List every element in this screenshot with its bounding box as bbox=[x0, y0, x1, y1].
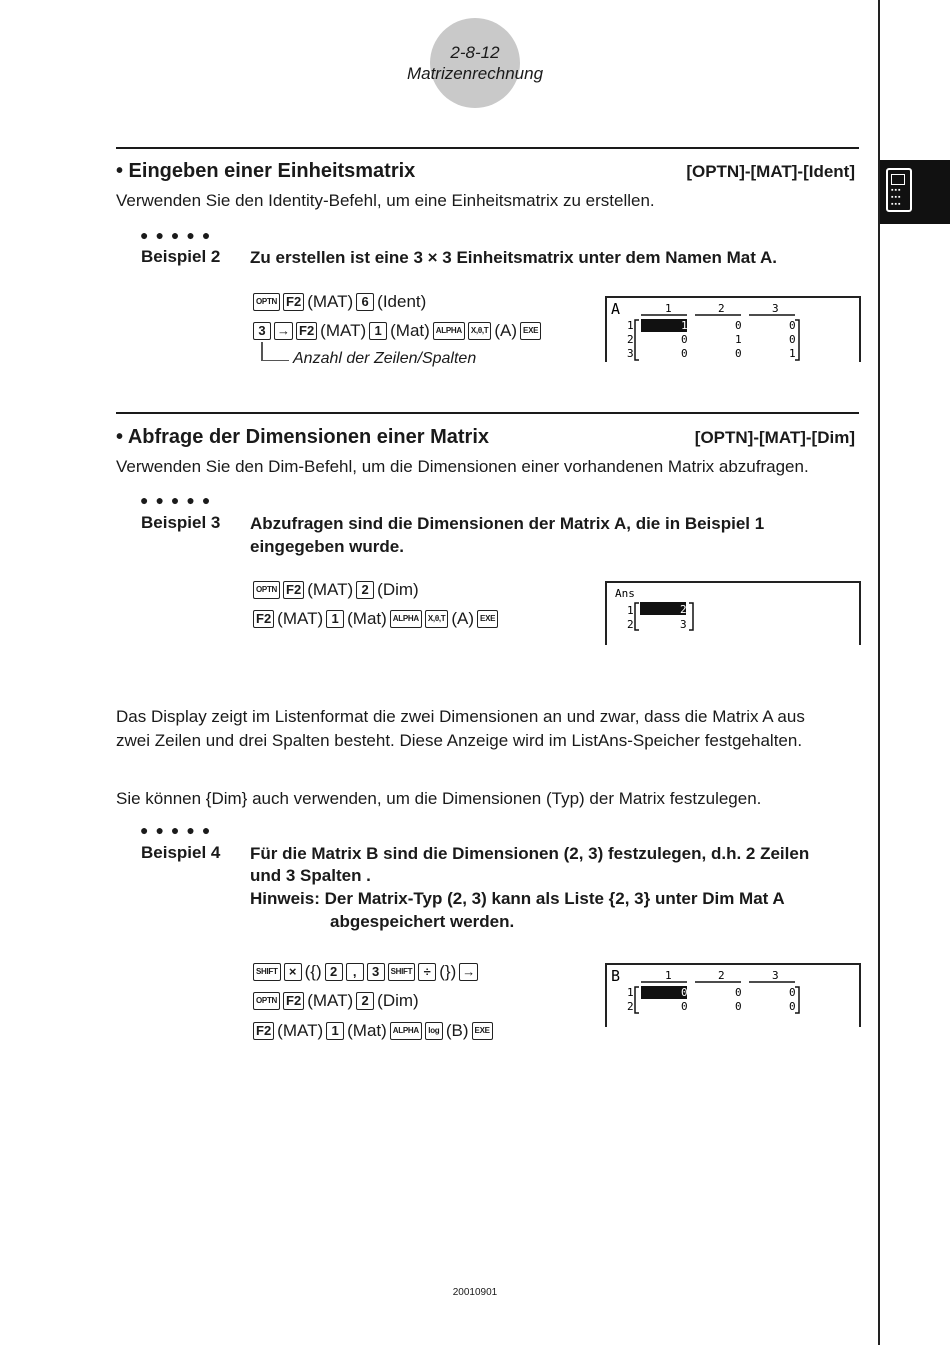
key-3: 3 bbox=[367, 963, 385, 981]
key-f2: F2 bbox=[253, 1022, 274, 1040]
key-sequence bbox=[253, 991, 419, 1011]
key-divide: ÷ bbox=[418, 963, 436, 981]
section-title: • Eingeben einer Einheitsmatrix bbox=[116, 160, 416, 182]
list-value: 2 bbox=[680, 603, 687, 616]
key-label: (Mat) bbox=[347, 609, 387, 628]
matrix-cell: 0 bbox=[789, 333, 796, 346]
hint-text: Hinweis: Der Matrix-Typ (2, 3) kann als Liste {2, 3} unter Dim Mat A bbox=[250, 889, 785, 908]
key-exe: EXE bbox=[477, 610, 498, 628]
row-header: 1 bbox=[627, 986, 634, 999]
calculator-screen bbox=[605, 581, 861, 645]
key-f2: F2 bbox=[283, 293, 304, 311]
key-label: (Dim) bbox=[377, 991, 419, 1010]
matrix-cell: 0 bbox=[681, 347, 688, 360]
section-command: [OPTN]-[MAT]-[Ident] bbox=[686, 162, 855, 181]
key-2: 2 bbox=[356, 992, 374, 1010]
section-description: Verwenden Sie den Dim-Befehl, um die Dimensionen einer vorhandenen Matrix abzufragen. bbox=[116, 457, 809, 476]
example-text: und 3 Spalten . bbox=[250, 866, 371, 885]
col-header: 3 bbox=[772, 302, 779, 315]
matrix-cell: 1 bbox=[789, 347, 796, 360]
key-label: (Ident) bbox=[377, 292, 427, 311]
key-arrow: → bbox=[459, 963, 478, 981]
key-sequence bbox=[253, 1021, 493, 1041]
example-dots: ●●●●● bbox=[140, 492, 218, 508]
key-optn: OPTN bbox=[253, 293, 280, 311]
key-f2: F2 bbox=[283, 581, 304, 599]
key-alpha: ALPHA bbox=[390, 610, 422, 628]
key-label: (A) bbox=[451, 609, 475, 628]
paragraph: Das Display zeigt im Listenformat die zwei Dimensionen an und zwar, dass die Matrix A aus bbox=[116, 707, 805, 726]
key-label: (B) bbox=[445, 1021, 469, 1040]
annotation-text: Anzahl der Zeilen/Spalten bbox=[293, 350, 477, 367]
key-label: (Mat) bbox=[390, 321, 430, 340]
section-rule bbox=[116, 147, 859, 149]
example-text: eingegeben wurde. bbox=[250, 537, 404, 556]
key-arrow: → bbox=[274, 322, 293, 340]
chapter-tab bbox=[880, 160, 950, 224]
matrix-cell: 0 bbox=[681, 1000, 688, 1013]
matrix-cell: 0 bbox=[735, 347, 742, 360]
example-text: Abzufragen sind die Dimensionen der Matrix A, die in Beispiel 1 bbox=[250, 514, 765, 533]
page-title: Matrizenrechnung bbox=[406, 64, 544, 83]
key-comma: , bbox=[346, 963, 364, 981]
key-2: 2 bbox=[325, 963, 343, 981]
key-alpha: ALPHA bbox=[390, 1022, 422, 1040]
key-label: (MAT) bbox=[277, 609, 324, 628]
row-header: 1 bbox=[627, 604, 634, 617]
key-xthetat: X,θ,T bbox=[468, 322, 492, 340]
key-optn: OPTN bbox=[253, 992, 280, 1010]
key-1: 1 bbox=[326, 610, 344, 628]
key-label: (A) bbox=[494, 321, 518, 340]
example-dots: ●●●●● bbox=[140, 227, 218, 243]
matrix-cell: 0 bbox=[681, 333, 688, 346]
key-1: 1 bbox=[369, 322, 387, 340]
key-f2: F2 bbox=[253, 610, 274, 628]
example-label: Beispiel 4 bbox=[141, 843, 221, 862]
key-sequence bbox=[253, 292, 426, 312]
annotation-line bbox=[261, 342, 263, 360]
key-2: 2 bbox=[356, 581, 374, 599]
screen-matrix-b bbox=[607, 965, 859, 1027]
example-text: Für die Matrix B sind die Dimensionen (2, 3) festzulegen, d.h. 2 Zeilen bbox=[250, 844, 810, 863]
key-exe: EXE bbox=[520, 322, 541, 340]
section-rule bbox=[116, 412, 859, 414]
annotation-line bbox=[261, 360, 289, 361]
matrix-cell: 0 bbox=[789, 986, 796, 999]
key-shift: SHIFT bbox=[253, 963, 281, 981]
col-header: 1 bbox=[665, 969, 672, 982]
key-xthetat: X,θ,T bbox=[425, 610, 449, 628]
matrix-name: B bbox=[611, 967, 621, 985]
page-number: 2-8-12 bbox=[450, 43, 500, 62]
key-f2: F2 bbox=[296, 322, 317, 340]
row-header: 1 bbox=[627, 319, 634, 332]
key-alpha: ALPHA bbox=[433, 322, 465, 340]
row-header: 2 bbox=[627, 1000, 634, 1013]
section-command: [OPTN]-[MAT]-[Dim] bbox=[694, 428, 855, 447]
header-circle bbox=[430, 18, 520, 108]
calculator-screen bbox=[605, 963, 861, 1027]
key-f2: F2 bbox=[283, 992, 304, 1010]
key-label: (MAT) bbox=[307, 991, 354, 1010]
key-log: log bbox=[425, 1022, 443, 1040]
key-label: (MAT) bbox=[277, 1021, 324, 1040]
matrix-cell: 0 bbox=[789, 319, 796, 332]
key-label: (MAT) bbox=[320, 321, 367, 340]
col-header: 2 bbox=[718, 969, 725, 982]
screen-matrix-a bbox=[607, 298, 859, 362]
matrix-cell: 0 bbox=[789, 1000, 796, 1013]
example-label: Beispiel 3 bbox=[141, 513, 221, 532]
hint-text: abgespeichert werden. bbox=[330, 912, 515, 931]
key-label: (Mat) bbox=[347, 1021, 387, 1040]
section-description: Verwenden Sie den Identity-Befehl, um eine Einheitsmatrix zu erstellen. bbox=[116, 191, 655, 210]
col-header: 2 bbox=[718, 302, 725, 315]
key-optn: OPTN bbox=[253, 581, 280, 599]
key-1: 1 bbox=[326, 1022, 344, 1040]
row-header: 2 bbox=[627, 333, 634, 346]
key-label: (}) bbox=[439, 962, 457, 981]
col-header: 1 bbox=[665, 302, 672, 315]
example-dots: ●●●●● bbox=[140, 822, 218, 838]
key-label: ({) bbox=[304, 962, 322, 981]
key-multiply: × bbox=[284, 963, 302, 981]
example-label: Beispiel 2 bbox=[141, 247, 221, 266]
matrix-name: A bbox=[611, 300, 621, 318]
matrix-cell: 0 bbox=[735, 1000, 742, 1013]
key-sequence bbox=[253, 962, 478, 982]
matrix-cell: 1 bbox=[681, 319, 688, 332]
list-value: 3 bbox=[680, 618, 687, 631]
matrix-cell: 0 bbox=[735, 319, 742, 332]
paragraph: zwei Zeilen und drei Spalten besteht. Diese Anzeige wird im ListAns-Speicher festgehalten. bbox=[116, 731, 803, 750]
paragraph: Sie können {Dim} auch verwenden, um die Dimensionen (Typ) der Matrix festzulegen. bbox=[116, 789, 762, 808]
matrix-name: Ans bbox=[615, 587, 635, 600]
key-label: (MAT) bbox=[307, 580, 354, 599]
calculator-screen bbox=[605, 296, 861, 362]
key-label: (MAT) bbox=[307, 292, 354, 311]
key-sequence bbox=[253, 609, 498, 629]
col-header: 3 bbox=[772, 969, 779, 982]
section-title: • Abfrage der Dimensionen einer Matrix bbox=[116, 426, 490, 448]
screen-ans bbox=[607, 583, 859, 645]
row-header: 3 bbox=[627, 347, 634, 360]
key-sequence bbox=[253, 321, 541, 341]
footer-code: 20010901 bbox=[452, 1287, 498, 1298]
matrix-cell: 0 bbox=[735, 986, 742, 999]
key-6: 6 bbox=[356, 293, 374, 311]
calculator-icon: ▪▪▪ ▪▪▪ ▪▪▪ bbox=[886, 168, 912, 212]
key-label: (Dim) bbox=[377, 580, 419, 599]
row-header: 2 bbox=[627, 618, 634, 631]
key-sequence bbox=[253, 580, 419, 600]
example-text: Zu erstellen ist eine 3 × 3 Einheitsmatrix unter dem Namen Mat A. bbox=[250, 248, 777, 267]
matrix-cell: 1 bbox=[735, 333, 742, 346]
key-3: 3 bbox=[253, 322, 271, 340]
key-shift: SHIFT bbox=[388, 963, 416, 981]
matrix-cell: 0 bbox=[681, 986, 688, 999]
key-exe: EXE bbox=[472, 1022, 493, 1040]
